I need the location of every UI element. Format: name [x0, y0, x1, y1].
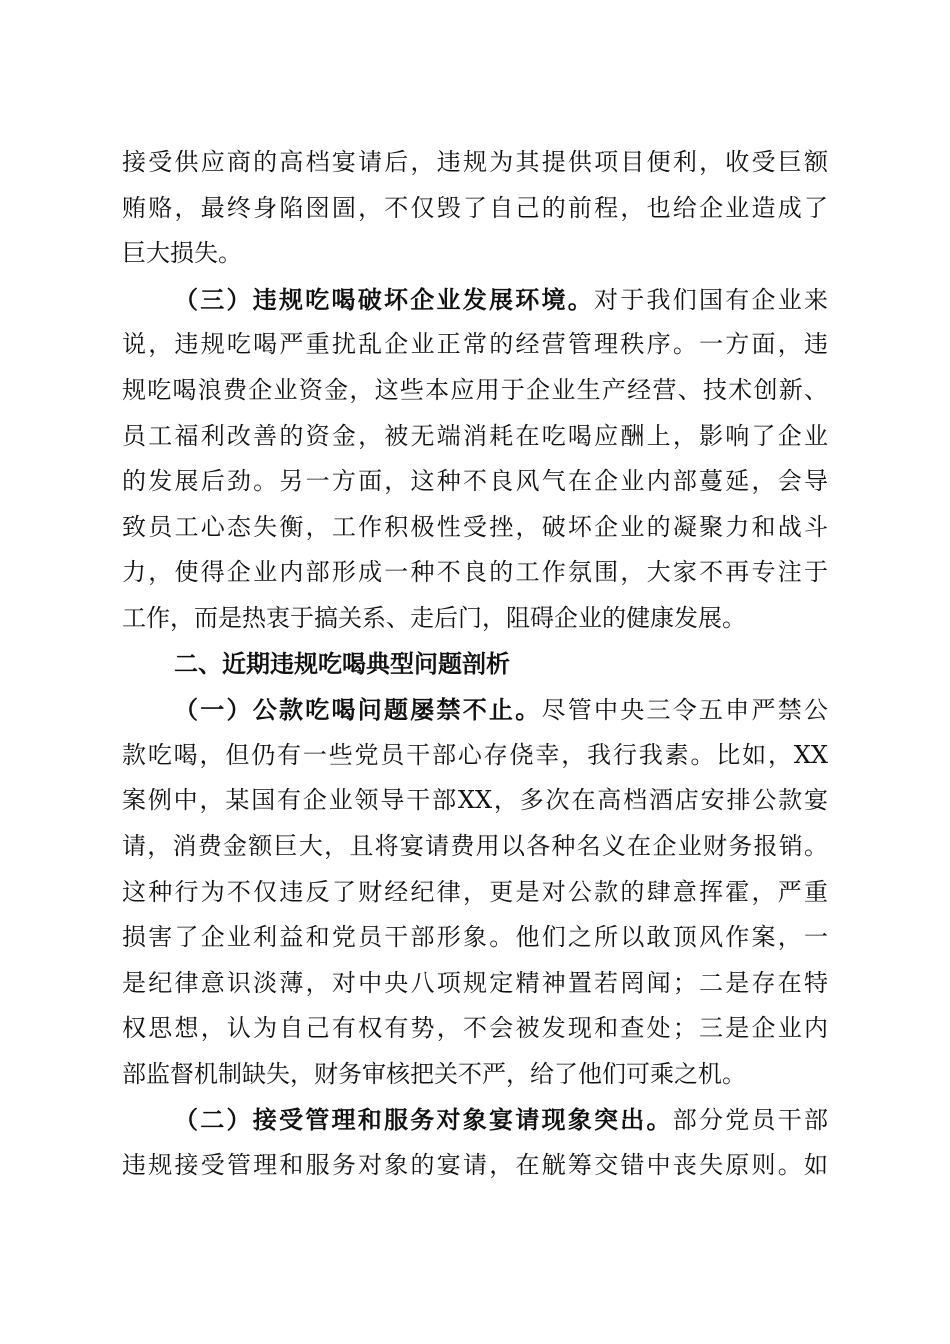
text-line: 请，消费金额巨大，且将宴请费用以各种名义在企业财务报销。 — [122, 831, 828, 860]
section-subheading: （一）公款吃喝问题屡禁不止。 — [174, 695, 542, 725]
section-subheading: （三）违规吃喝破坏企业发展环境。 — [174, 284, 594, 314]
text-line: 工作，而是热衷于搞关系、走后门，阻碍企业的健康发展。 — [122, 603, 746, 632]
text-line: 这种行为不仅违反了财经纪律，更是对公款的肆意挥霍，严重 — [122, 877, 828, 906]
section-heading: 二、近期违规吃喝典型问题剖析 — [174, 649, 510, 678]
document-body — [122, 140, 828, 1189]
text-line: 规吃喝浪费企业资金，这些本应用于企业生产经营、技术创新、 — [122, 375, 828, 404]
paragraph-text: 对于我们国有企业来 — [594, 285, 828, 314]
text-line: 致员工心态失衡，工作积极性受挫，破坏企业的凝聚力和战斗 — [122, 512, 828, 541]
text-line: 接受供应商的高档宴请后，违规为其提供项目便利，收受巨额 — [122, 148, 828, 176]
paragraph-start-line — [122, 277, 828, 323]
text-line: 案例中，某国有企业领导干部XX，多次在高档酒店安排公款宴 — [122, 786, 828, 815]
text-line: 的发展后劲。另一方面，这种不良风气在企业内部蔓延，会导 — [122, 467, 828, 496]
text-line: 巨大损失。 — [122, 239, 242, 268]
paragraph-text: 部分党员干部 — [672, 1106, 828, 1135]
paragraph-start-line — [122, 687, 828, 733]
paragraph-start-line — [122, 1097, 828, 1143]
text-line: 权思想，认为自己有权有势，不会被发现和查处；三是企业内 — [122, 1014, 828, 1043]
text-line: 是纪律意识淡薄，对中央八项规定精神置若罔闻；二是存在特 — [122, 968, 828, 997]
text-line: 贿赂，最终身陷囹圄，不仅毁了自己的前程，也给企业造成了 — [122, 193, 828, 222]
text-line: 款吃喝，但仍有一些党员干部心存侥幸，我行我素。比如，XX — [122, 740, 828, 769]
paragraph-text: 尽管中央三令五申严禁公 — [541, 696, 828, 725]
text-line: 违规接受管理和服务对象的宴请，在觥筹交错中丧失原则。如 — [122, 1151, 828, 1180]
text-line: 员工福利改善的资金，被无端消耗在吃喝应酬上，影响了企业 — [122, 421, 828, 450]
text-line: 部监督机制缺失，财务审核把关不严，给了他们可乘之机。 — [122, 1059, 746, 1088]
text-line: 说，违规吃喝严重扰乱企业正常的经营管理秩序。一方面，违 — [122, 330, 828, 359]
text-line: 损害了企业利益和党员干部形象。他们之所以敢顶风作案，一 — [122, 923, 828, 952]
text-line: 力，使得企业内部形成一种不良的工作氛围，大家不再专注于 — [122, 558, 828, 587]
section-subheading: （二）接受管理和服务对象宴请现象突出。 — [174, 1105, 673, 1135]
